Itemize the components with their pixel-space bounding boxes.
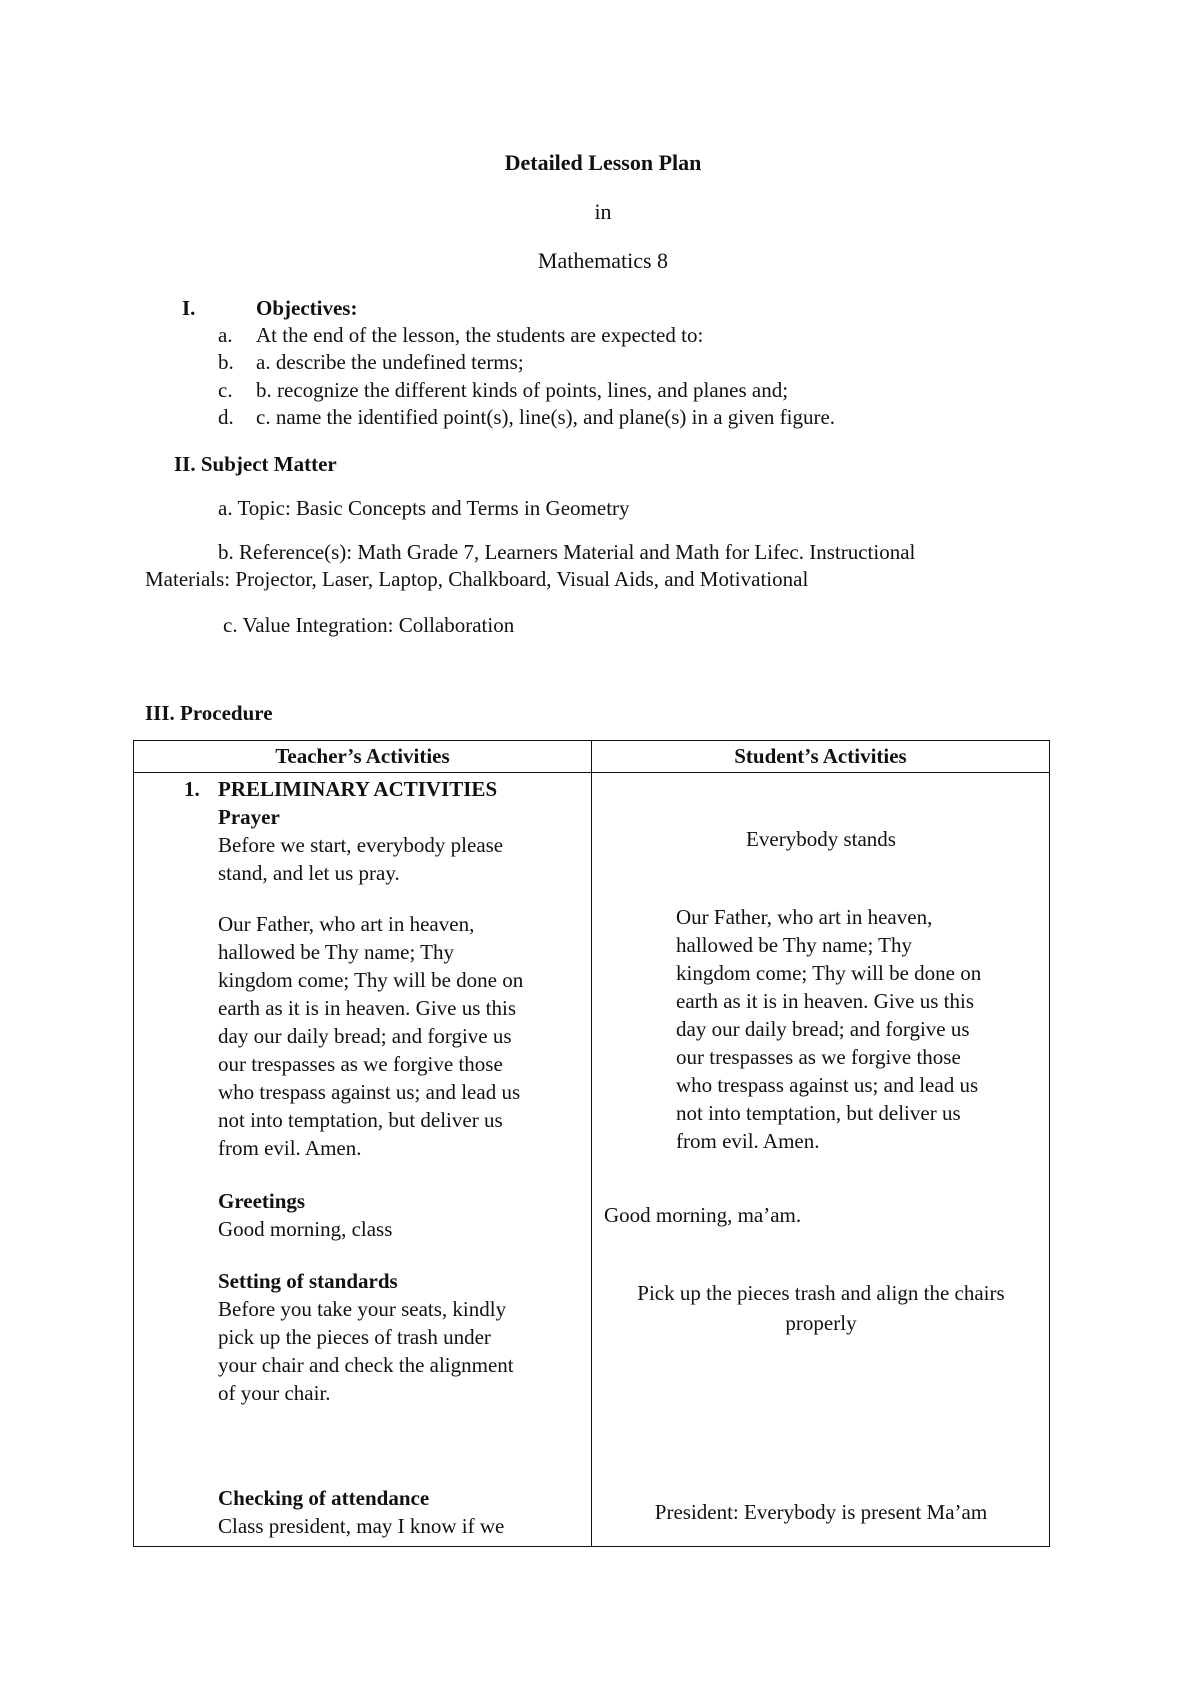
- prayer-text-line: day our daily bread; and forgive us: [218, 1024, 512, 1048]
- student-prayer-line: kingdom come; Thy will be done on: [676, 961, 982, 985]
- objective-marker: c.: [218, 378, 233, 402]
- standards-text-line: Before you take your seats, kindly: [218, 1297, 507, 1321]
- prayer-text-line: Our Father, who art in heaven,: [218, 912, 475, 936]
- objective-item: At the end of the lesson, the students are expected to:: [256, 323, 704, 347]
- title-connector: in: [594, 199, 612, 224]
- student-prayer-line: hallowed be Thy name; Thy: [676, 933, 913, 957]
- standards-text-line: your chair and check the alignment: [218, 1353, 514, 1377]
- student-trash-line: Pick up the pieces trash and align the chairs: [637, 1281, 1005, 1305]
- prayer-text-line: who trespass against us; and lead us: [218, 1080, 521, 1104]
- student-prayer-line: who trespass against us; and lead us: [676, 1073, 979, 1097]
- prayer-text-line: from evil. Amen.: [218, 1136, 362, 1160]
- materials-line: Materials: Projector, Laser, Laptop, Chalkboard, Visual Aids, and Motivational: [145, 567, 809, 591]
- student-prayer-line: day our daily bread; and forgive us: [676, 1017, 970, 1041]
- greetings-heading: Greetings: [218, 1189, 306, 1213]
- document-title: Detailed Lesson Plan: [504, 150, 702, 175]
- objectives-heading: Objectives:: [256, 296, 358, 320]
- value-integration-line: c. Value Integration: Collaboration: [223, 613, 515, 637]
- student-prayer-line: our trespasses as we forgive those: [676, 1045, 961, 1069]
- student-activities-cell: [592, 773, 1050, 1547]
- standards-text-line: of your chair.: [218, 1381, 331, 1405]
- attendance-heading: Checking of attendance: [218, 1486, 430, 1510]
- procedure-heading: III. Procedure: [145, 701, 273, 725]
- objectives-numeral: I.: [182, 296, 196, 320]
- prayer-text-line: kingdom come; Thy will be done on: [218, 968, 524, 992]
- prayer-text-line: not into temptation, but deliver us: [218, 1108, 503, 1132]
- objective-item: a. describe the undefined terms;: [256, 350, 524, 374]
- student-prayer-line: from evil. Amen.: [676, 1129, 820, 1153]
- objective-marker: a.: [218, 323, 233, 347]
- student-prayer-line: not into temptation, but deliver us: [676, 1101, 961, 1125]
- prayer-heading: Prayer: [218, 805, 280, 829]
- prayer-text-line: earth as it is in heaven. Give us this: [218, 996, 517, 1020]
- subject-matter-heading: II. Subject Matter: [174, 452, 337, 476]
- topic-line: a. Topic: Basic Concepts and Terms in Geometry: [218, 496, 630, 520]
- procedure-table: [133, 740, 1050, 1547]
- student-prayer-line: Our Father, who art in heaven,: [676, 905, 933, 929]
- subject-title: Mathematics 8: [537, 248, 669, 273]
- objective-marker: d.: [218, 405, 234, 429]
- teacher-column-header: Teacher’s Activities: [134, 741, 592, 773]
- section-title: PRELIMINARY ACTIVITIES: [218, 777, 498, 801]
- greetings-text: Good morning, class: [218, 1217, 393, 1241]
- student-president-reply: President: Everybody is present Ma’am: [654, 1500, 988, 1524]
- prayer-text-line: our trespasses as we forgive those: [218, 1052, 503, 1076]
- reference-line: b. Reference(s): Math Grade 7, Learners Material and Math for Lifec. Instructional: [218, 540, 916, 564]
- attendance-text: Class president, may I know if we: [218, 1514, 505, 1538]
- student-trash-line: properly: [785, 1311, 857, 1335]
- student-greeting-reply: Good morning, ma’am.: [604, 1203, 802, 1227]
- standards-heading: Setting of standards: [218, 1269, 398, 1293]
- teacher-activities-cell: [134, 773, 592, 1547]
- objective-item: c. name the identified point(s), line(s), and plane(s) in a given figure.: [256, 405, 836, 429]
- section-number: 1.: [184, 777, 200, 801]
- standards-text-line: pick up the pieces of trash under: [218, 1325, 491, 1349]
- prayer-instruction: stand, and let us pray.: [218, 861, 400, 885]
- objective-marker: b.: [218, 350, 234, 374]
- student-prayer-line: earth as it is in heaven. Give us this: [676, 989, 975, 1013]
- prayer-text-line: hallowed be Thy name; Thy: [218, 940, 455, 964]
- objective-item: b. recognize the different kinds of points, lines, and planes and;: [256, 378, 789, 402]
- student-stands: Everybody stands: [746, 827, 896, 851]
- prayer-instruction: Before we start, everybody please: [218, 833, 504, 857]
- student-column-header: Student’s Activities: [592, 741, 1050, 773]
